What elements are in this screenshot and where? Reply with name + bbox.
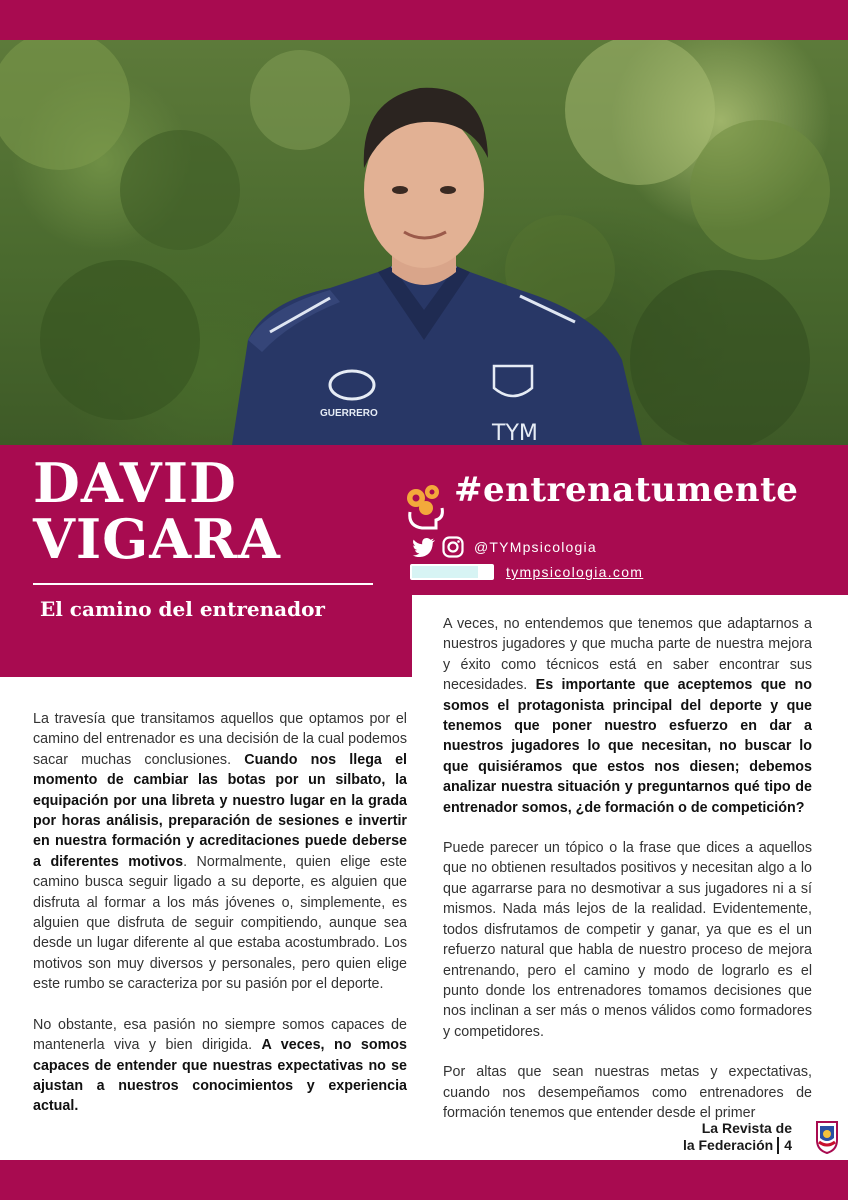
- author-name-line-2: VIGARA: [33, 507, 281, 571]
- title-divider: [33, 583, 373, 585]
- article-column-left: [33, 709, 407, 1137]
- author-name-line-1: DAVID: [33, 451, 237, 515]
- web-row: [410, 564, 643, 580]
- social-handle[interactable]: @TYMpsicologia: [474, 539, 597, 555]
- bottom-band: [0, 1160, 848, 1200]
- instagram-icon[interactable]: [442, 536, 464, 558]
- brand-hashtag: #entrenatumente: [454, 470, 799, 510]
- footer-line-2: la Federación: [682, 1137, 774, 1153]
- author-name: [33, 451, 281, 571]
- footer-publication: [683, 1120, 792, 1154]
- paragraph: Puede parecer un tópico o la frase que dices a aquellos que no obtienen resultados positivos y necesitan algo a lo que agarrarse para no desmotivar a sus jugadores ni a sí mismos. Nada más lejos de la realidad. Evidentemente, todos disfrutamos de competir y ganar, ya que es el un refuerzo natural que habla de nuestro proceso de mejora entrenando, pero el camino y modo de lograrlo es el punto donde los entrenadores tomamos decisiones que nos inclinan a ser más o menos válidos como formadores y competidores.: [443, 840, 812, 1040]
- paragraph: Por altas que sean nuestras metas y expectativas, cuando nos desempeñamos como entrenadores de formación tenemos que entender desde el primer: [443, 1064, 812, 1121]
- name-block: [0, 445, 412, 677]
- coach-photo: [0, 40, 848, 445]
- paragraph: No obstante, esa pasión no siempre somos capaces de mantenerla viva y bien dirigida. A veces, no somos capaces de entender que nuestras expectativas no se ajustan a nuestros conocimientos y experiencia actual.: [33, 1016, 407, 1115]
- twitter-icon[interactable]: [412, 537, 436, 557]
- federation-shield-logo: [815, 1120, 839, 1154]
- brain-gears-icon: [402, 482, 448, 530]
- social-row: [412, 536, 597, 558]
- shirt-crest-text: TYM: [492, 421, 538, 445]
- paragraph: A veces, no entendemos que tenemos que adaptarnos a nuestros jugadores y que mucha parte de nuestra mejora y éxito como técnicos está en saber encontrar sus necesidades. Es importante que aceptemos que no somos el protagonista principal del deporte y que tenemos que poner nuestro esfuerzo en dar a nuestros jugadores lo que necesitan, no buscar lo que quisiéramos que estos nos diesen; debemos analizar nuestra situación y preguntarnos qué tipo de entrenador somos, ¿de formación o de competición?: [443, 616, 812, 816]
- paragraph: La travesía que transitamos aquellos que optamos por el camino del entrenador es una decisión de la cual podemos sacar muchas conclusiones. Cuando nos llega el momento de cambiar las botas por un silbato, la equipación por una libreta y nuestro lugar en la grada por horas análisis, preparación de sesiones e invertir en nuestra formación y acreditaciones puede deberse a diferentes motivos. Normalmente, quien elige este camino busca seguir ligado a su deporte, es alguien que disfruta al formar a los más jóvenes o, simplemente, es alguien que disfruta de seguir compitiendo, aunque sea desde un lugar diferente al que estaba acostumbrado. Los motivos son muy diversos y personales, pero quien elige este rumbo se caracteriza por su pasión por el deporte.: [33, 711, 407, 993]
- article-column-right: [443, 614, 812, 1143]
- footer-line-1: La Revista de: [701, 1120, 792, 1136]
- article-subtitle: El camino del entrenador: [40, 597, 325, 621]
- website-link[interactable]: tympsicologia.com: [506, 564, 644, 580]
- page-number: 4: [777, 1137, 792, 1154]
- shirt-brand-text: GUERRERO: [320, 408, 378, 419]
- search-bar-icon: [410, 564, 494, 580]
- top-band: [0, 0, 848, 40]
